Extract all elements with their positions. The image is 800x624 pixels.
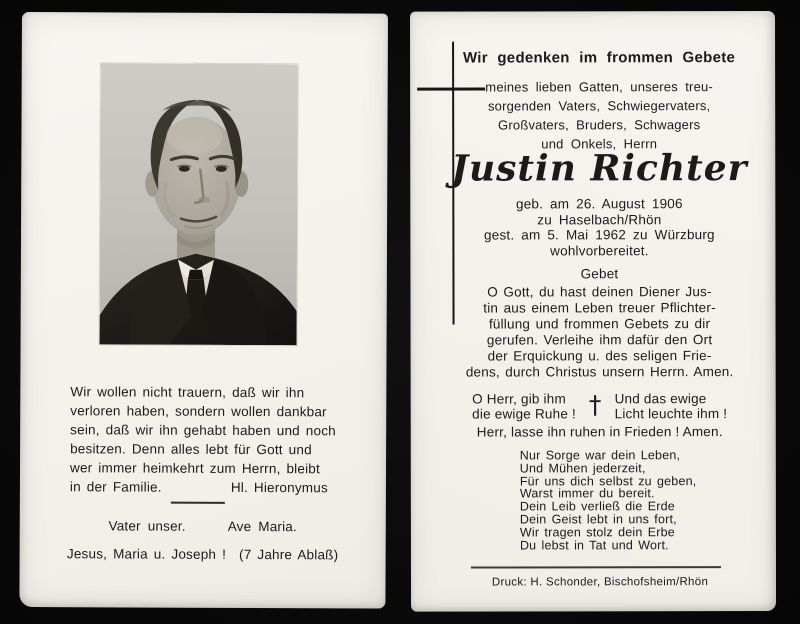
dedication-line: und Onkels, Herrn [541,136,658,152]
deceased-portrait-photo [100,63,298,345]
dedication-paragraph [432,77,766,154]
ave-maria-text: Ave Maria. [227,518,298,535]
death-date-line: gest. am 5. Mai 1962 zu Würzburg [484,227,715,243]
quote-attribution: Hl. Hieronymus [230,479,328,495]
memorial-last-line [70,478,328,498]
poem-line: Du lebst in Tat und Wort. [519,537,669,553]
prayer-line: tin aus einem Leben treuer Pflichter- [483,300,716,316]
versicle-line: Licht leuchte ihm ! [614,406,728,422]
deceased-name: Justin Richter [450,147,748,190]
poem-line: Wir tragen stolz dein Erbe [519,524,675,540]
memorial-poem [433,449,800,552]
vater-unser-text: Vater unser. [108,518,186,534]
page-title: Wir gedenken im frommen Gebete [462,49,736,67]
dedication-line: Großvaters, Bruders, Schwagers [498,117,701,133]
versicle-right-column [615,391,728,421]
printer-divider-rule [471,566,721,568]
indulgence-note: (7 Jahre Ablaß) [239,546,339,563]
memorial-card-left-page [19,12,388,609]
poem-line: Und Mühen jederzeit, [519,461,646,476]
dagger-cross-icon: † [588,390,602,420]
versicle-section [433,391,767,440]
memorial-card-right-page [410,11,776,612]
memorial-line: Wir wollen nicht trauern, daß wir ihn [70,384,305,401]
poem-line: Für uns dich selbst zu geben, [519,473,697,489]
invocation-row [20,546,386,563]
poem-line: Nur Sorge war dein Leben, [519,448,681,463]
prayer-line: der Erquickung u. des seligen Frie- [487,348,712,364]
prayer-line: dens, durch Christus unsern Herrn. Amen. [465,364,734,380]
left-page-divider-rule [171,502,225,504]
prayer-paragraph [432,284,766,381]
death-note-line: wohlvorbereitet. [550,242,649,258]
poem-line: Dein Geist lebt in uns fort, [519,512,677,527]
prayer-section-title: Gebet [580,266,619,282]
versicle-left-column [472,391,576,421]
dedication-line: sorgenden Vaters, Schwiegervaters, [487,98,711,114]
prayer-names-row [20,518,386,535]
invocation-text: Jesus, Maria u. Joseph ! [66,546,227,562]
versicle-line: die ewige Ruhe ! [472,406,576,422]
printer-credit: Druck: H. Schonder, Bischofsheim/Rhön [491,576,709,589]
portrait-photo-illustration [100,63,298,345]
versicle-row [433,391,767,422]
birth-place-line: zu Haselbach/Rhön [537,211,662,227]
birth-date-line: geb. am 26. August 1906 [515,196,683,212]
versicle-amen-line: Herr, lasse ihn ruhen in Frieden ! Amen. [476,424,723,440]
memorial-line: sein, daß wir ihn gehabt haben und noch [70,422,336,439]
memorial-line: wer immer heimkehrt zum Herrn, bleibt [69,459,321,476]
prayer-line: gerufen. Verleihe ihm dafür den Ort [486,332,713,348]
poem-line: Warst immer du bereit. [519,486,655,501]
poem-line: Dein Leib verließ die Erde [519,499,675,514]
dedication-line: meines lieben Gatten, unseres treu- [485,79,713,95]
versicle-line: O Herr, gib ihm [472,391,566,407]
memorial-line-end: in der Familie. [69,478,162,495]
memorial-quote-paragraph [69,383,336,498]
prayer-line: O Gott, du hast deinen Diener Jus- [487,284,712,300]
birth-death-dates [432,196,766,259]
prayer-line: füllung und frommen Gebets zu dir [488,316,711,332]
memorial-line: verloren haben, sondern wollen dankbar [70,403,327,420]
versicle-line: Und das ewige [614,391,707,407]
memorial-line: besitzen. Denn alles lebt für Gott und [70,440,312,457]
